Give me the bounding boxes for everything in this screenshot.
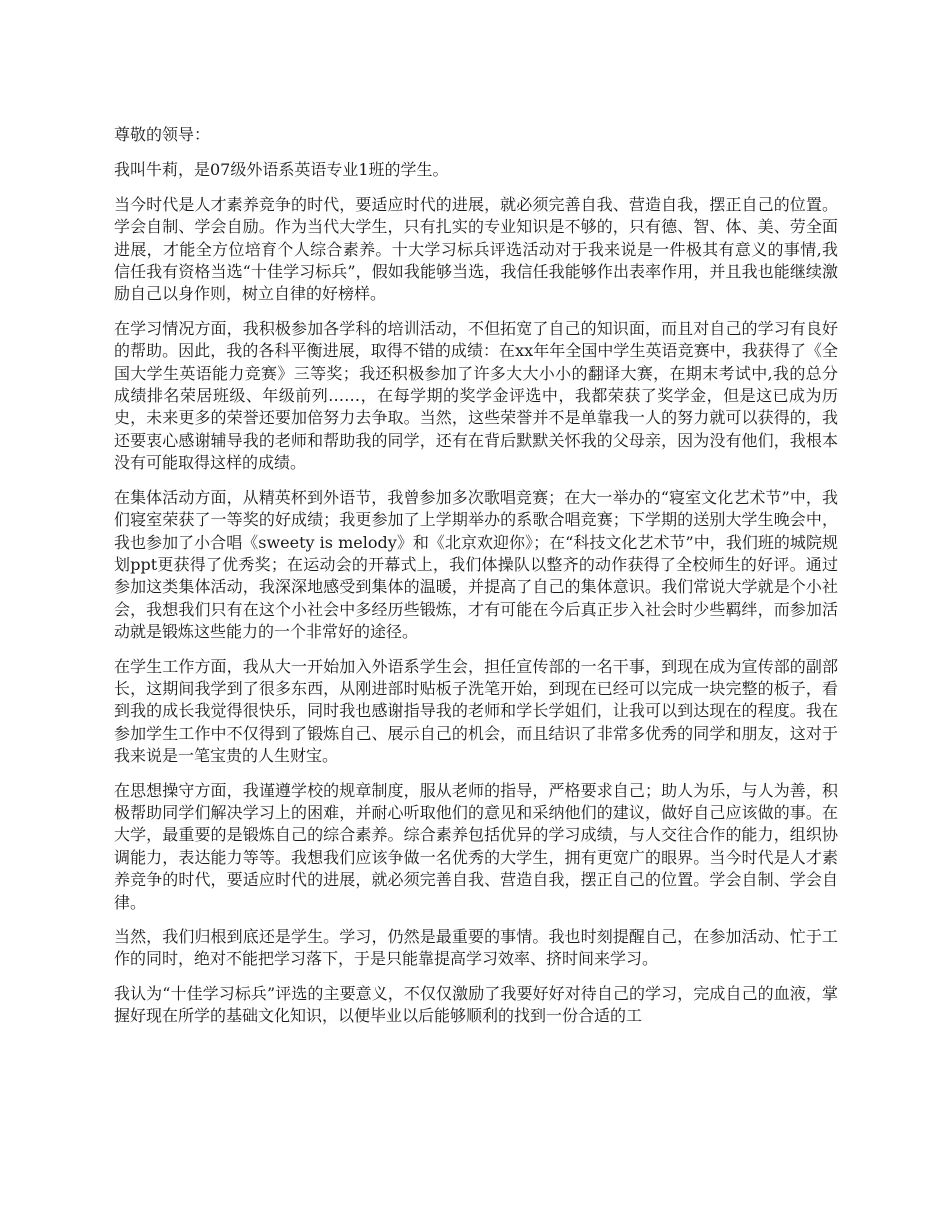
paragraph-study: 在学习情况方面，我积极参加各学科的培训活动，不但拓宽了自己的知识面，而且对自己的学习有良好的帮助。因此，我的各科平衡进展，取得不错的成绩：在xx年年全国中学生英语竞赛中，我获得了《全国大学生英语能力竞赛》三等奖；我还积极参加了许多大大小小的翻译大赛，在期末考试中,我的总分成绩排名荣居班级、年级前列……，在每学期的奖学金评选中，我都荣获了奖学金，但是这已成为历史，未来更多的荣誉还要加倍努力去争取。当然，这些荣誉并不是单靠我一人的努力就可以获得的，我还要衷心感谢辅导我的老师和帮助我的同学，还有在背后默默关怀我的父母亲，因为没有他们，我根本没有可能取得这样的成绩。 bbox=[114, 318, 838, 473]
document-body bbox=[114, 124, 838, 1040]
paragraph-collective-activities: 在集体活动方面，从精英杯到外语节，我曾参加多次歌唱竞赛；在大一举办的“寝室文化艺术节”中，我们寝室荣获了一等奖的好成绩；我更参加了上学期举办的系歌合唱竞赛；下学期的送别大学生晚会中，我也参加了小合唱《sweety is melody》和《北京欢迎你》；在“科技文化艺术节”中，我们班的城院规划ppt更获得了优秀奖；在运动会的开幕式上，我们体操队以整齐的动作获得了全校师生的好评。通过参加这类集体活动，我深深地感受到集体的温暖，并提高了自己的集体意识。我们常说大学就是个小社会，我想我们只有在这个小社会中多经历些锻炼，才有可能在今后真正步入社会时少些羁绊，而参加活动就是锻炼这些能力的一个非常好的途径。 bbox=[114, 487, 838, 642]
paragraph-ideology: 在思想操守方面，我谨遵学校的规章制度，服从老师的指导，严格要求自己；助人为乐，与人为善，积极帮助同学们解决学习上的困难，并耐心听取他们的意见和采纳他们的建议，做好自己应该做的事。在大学，最重要的是锻炼自己的综合素养。综合素养包括优异的学习成绩，与人交往合作的能力，组织协调能力，表达能力等等。我想我们应该争做一名优秀的大学生，拥有更宽广的眼界。当今时代是人才素养竞争的时代，要适应时代的进展，就必须完善自我、营造自我，摆正自己的位置。学会自制、学会自律。 bbox=[114, 780, 838, 912]
paragraph-student-work: 在学生工作方面，我从大一开始加入外语系学生会，担任宣传部的一名干事，到现在成为宣传部的副部长，这期间我学到了很多东西，从刚进部时贴板子洗笔开始，到现在已经可以完成一块完整的板子，看到我的成长我觉得很快乐，同时我也感谢指导我的老师和学长学姐们，让我可以到达现在的程度。我在参加学生工作中不仅得到了锻炼自己、展示自己的机会，而且结识了非常多优秀的同学和朋友，这对于我来说是一笔宝贵的人生财宝。 bbox=[114, 656, 838, 766]
salutation: 尊敬的领导： bbox=[114, 125, 211, 144]
paragraph-introduction: 我叫牛莉，是07级外语系英语专业1班的学生。 bbox=[114, 160, 449, 180]
paragraph-study-priority: 当然，我们归根到底还是学生。学习，仍然是最重要的事情。我也时刻提醒自己，在参加活动、忙于工作的同时，绝对不能把学习落下，于是只能靠提高学习效率、挤时间来学习。 bbox=[114, 927, 838, 969]
paragraph-motivation: 当今时代是人才素养竞争的时代，要适应时代的进展，就必须完善自我、营造自我，摆正自己的位置。学会自制、学会自励。作为当代大学生，只有扎实的专业知识是不够的，只有德、智、体、美、劳全面进展，才能全方位培育个人综合素养。十大学习标兵评选活动对于我来说是一件极其有意义的事情,我信任我有资格当选“十佳学习标兵”，假如我能够当选，我信任我能够作出表率作用，并且我也能继续激励自己以身作则，树立自律的好榜样。 bbox=[114, 194, 838, 304]
paragraph-significance: 我认为“十佳学习标兵”评选的主要意义，不仅仅激励了我要好好对待自己的学习，完成自己的血液，掌握好现在所学的基础文化知识，以便毕业以后能够顺利的找到一份合适的工 bbox=[114, 983, 838, 1026]
